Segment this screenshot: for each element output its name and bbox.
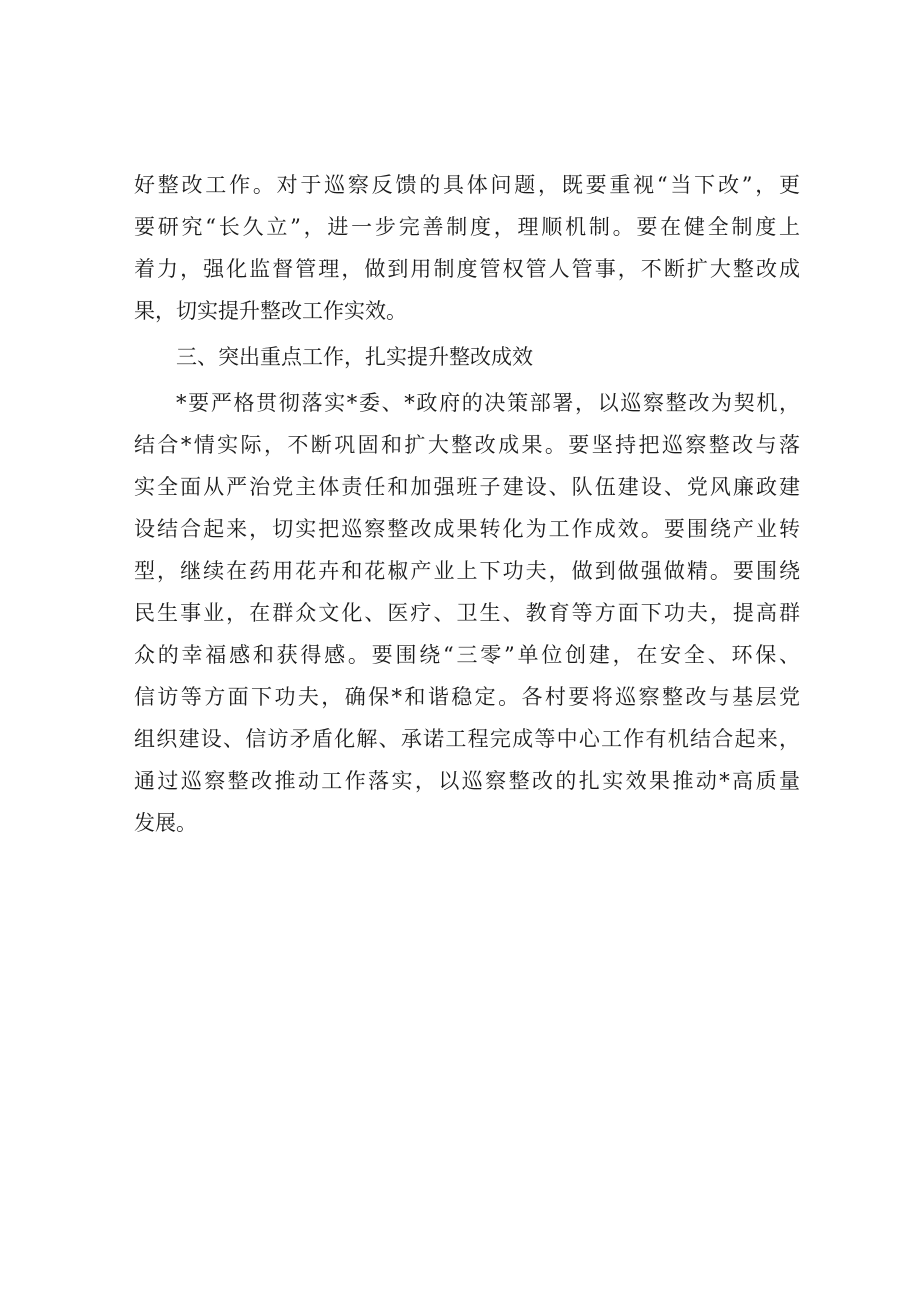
text-line: 好整改工作。对于巡察反馈的具体问题，既要重视“当下改”，更 (134, 173, 800, 197)
section-heading-text: 三、突出重点工作，扎实提升整改成效 (176, 345, 533, 369)
text-line: 民生事业，在群众文化、医疗、卫生、教育等方面下功夫，提高群 (134, 601, 800, 625)
document-body (134, 164, 800, 844)
text-line: 信访等方面下功夫，确保*和谐稳定。各村要将巡察整改与基层党 (134, 685, 800, 709)
text-line: 发展。 (134, 811, 197, 835)
text-line: 型，继续在药用花卉和花椒产业上下功夫，做到做强做精。要围绕 (134, 559, 800, 583)
paragraph-rectification-mechanism (134, 164, 800, 332)
text-line: 结合*情实际，不断巩固和扩大整改成果。要坚持把巡察整改与落 (134, 433, 800, 457)
section-heading-three (134, 336, 800, 378)
text-line: *要严格贯彻落实*委、*政府的决策部署，以巡察整改为契机， (176, 391, 800, 415)
text-line: 设结合起来，切实把巡察整改成果转化为工作成效。要围绕产业转 (134, 517, 800, 541)
text-line: 果，切实提升整改工作实效。 (134, 299, 407, 323)
text-line: 组织建设、信访矛盾化解、承诺工程完成等中心工作有机结合起来， (134, 727, 800, 751)
text-line: 着力，强化监督管理，做到用制度管权管人管事，不断扩大整改成 (134, 257, 800, 281)
text-line: 众的幸福感和获得感。要围绕“三零”单位创建，在安全、环保、 (134, 643, 800, 667)
text-line: 通过巡察整改推动工作落实，以巡察整改的扎实效果推动*高质量 (134, 769, 800, 793)
text-line: 实全面从严治党主体责任和加强班子建设、队伍建设、党风廉政建 (134, 475, 800, 499)
text-line: 要研究“长久立”，进一步完善制度，理顺机制。要在健全制度上 (134, 215, 800, 239)
paragraph-key-work (134, 382, 800, 844)
